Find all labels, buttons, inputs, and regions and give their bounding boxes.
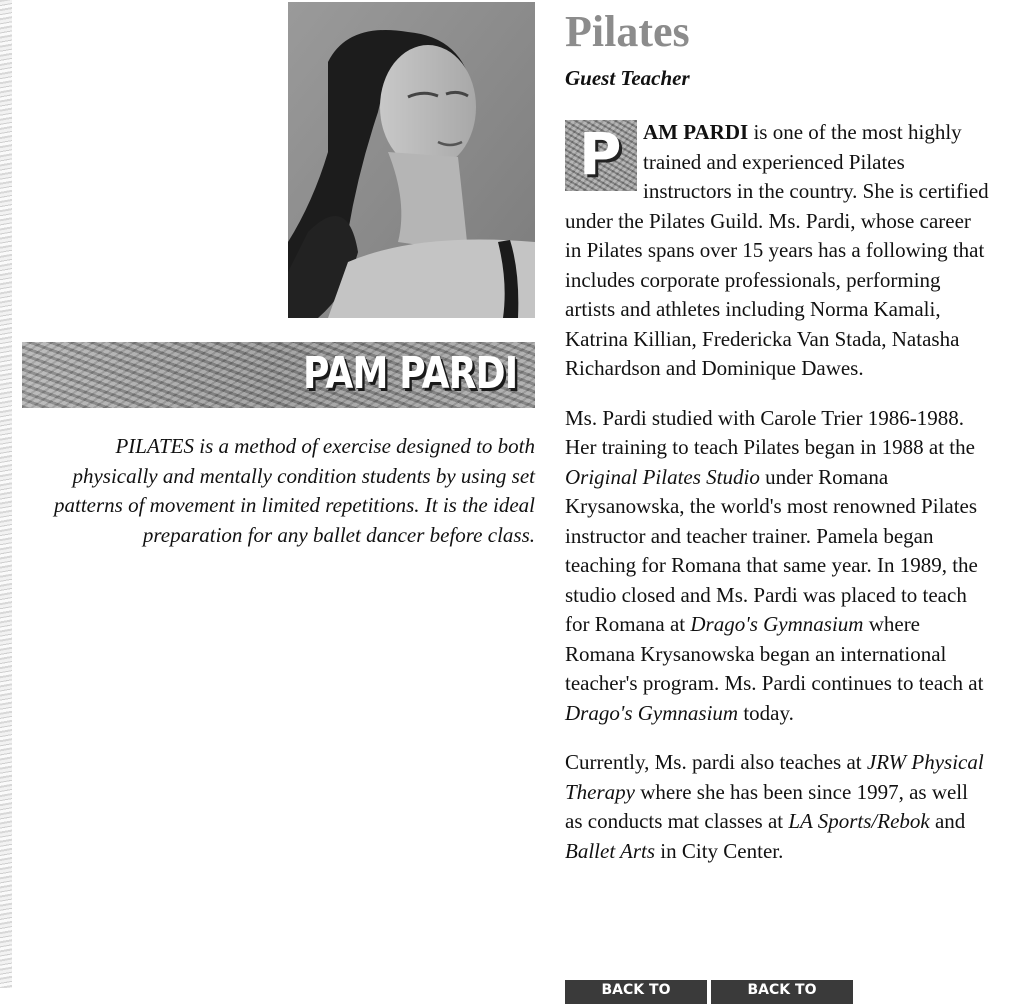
back-button-2[interactable]: BACK TO [711, 980, 853, 1004]
name-banner [22, 342, 535, 408]
nav-buttons [565, 980, 853, 998]
bio-paragraph-3: Currently, Ms. pardi also teaches at JRW Physical Therapy where she has been since 1997, as well as conducts mat classes at LA Sports/Rebok and Ballet Arts in City Center. [565, 750, 984, 863]
pilates-caption: PILATES is a method of exercise designed to both physically and mentally condition students by using set patterns of movement in limited repetitions. It is the ideal preparation for any ballet dancer before class. [54, 434, 535, 547]
bio-paragraph-2: Ms. Pardi studied with Carole Trier 1986-1988. Her training to teach Pilates began in 1988 at the Original Pilates Studio under Romana Krysanowska, the world's most renowned Pilates instructor and teacher trainer. Pamela began teaching for Romana that same year. In 1989, the studio closed and Ms. Pardi was placed to teach for Romana at Drago's Gymnasium where Romana Krysanowska began an international teacher's program. Ms. Pardi continues to teach at Drago's Gymnasium today. [565, 405, 984, 725]
page-title: Pilates [565, 7, 690, 56]
back-button-1[interactable]: BACK TO [565, 980, 707, 1004]
portrait-photo [288, 2, 535, 318]
bio-column [565, 6, 990, 866]
banner-name: PAM PARDI [302, 348, 517, 399]
page-edge-decoration [0, 0, 12, 988]
dropcap-p: P [565, 120, 637, 191]
bio-paragraph-1: P AM PARDI is one of the most highly trained and experienced Pilates instructors in the country. She is certified under the Pilates Guild. Ms. Pardi, whose career in Pilates spans over 15 years has a following that includes corporate professionals, performing artists and athletes including Norma Kamali, Katrina Killian, Fredericka Van Stada, Natasha Richardson and Dominique Dawes. [565, 120, 989, 380]
page-subtitle: Guest Teacher [565, 66, 690, 90]
